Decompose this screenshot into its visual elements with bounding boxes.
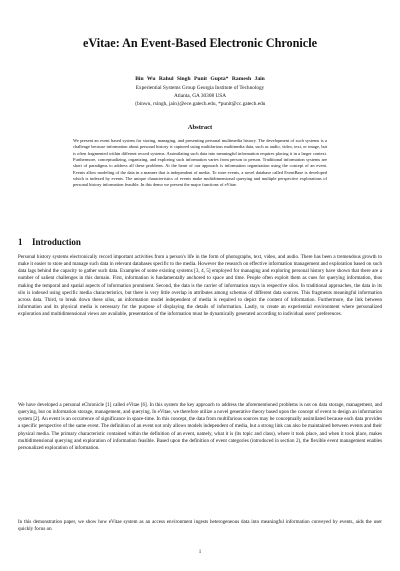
paragraph-text: Personal history systems electronically record important activities from a person's life in the form of photographs, text, video, and audio. There has been a tremendous growth to make it easier to store and manage such data in relevant databases specific to the media. However the research on effective information management and exploration based on such data lags behind the capacity to gather such data. Examples of some existing systems [3, 4, 5] employed for managing and exploring personal history have shown that there are a number of salient challenges in this domain. First, information is fundamentally anchored to space and time. People often exploit them as cues for querying information, thus making the temporal and spatial aspects of information prominent. Second, the data is the carrier of information stays in respective silos. In traditional approaches, the data in its silo is indexed using specific media characteristics, but there is very little overlap in attributes among schemas of different data sources. This fragments meaningful information across data. Third, to break down these silos, an information model independent of media is required to depict the content of information. Furthermore, the link between information and its physical media is necessary for the purpose of displaying the details of information. Lastly, to create an experiential environment where personalized exploration and multidimensional views are available, presentation of the information must be dynamically generated according to individual users' preferences. bbox=[18, 254, 382, 318]
page-number: 1 bbox=[198, 550, 202, 555]
section-number: 1 bbox=[18, 237, 23, 247]
author-list: Bin Wu Rahul Singh Punit Gupta* Ramesh Jain bbox=[135, 76, 265, 82]
section-title: Introduction bbox=[32, 237, 81, 247]
paper-title: eVitae: An Event-Based Electronic Chronicle bbox=[82, 36, 318, 50]
address: Atlanta, GA 30308 USA bbox=[173, 93, 227, 99]
section-heading bbox=[18, 237, 81, 247]
abstract-heading: Abstract bbox=[187, 124, 213, 131]
intro-paragraph-2 bbox=[18, 402, 382, 452]
author-emails: {binwu, rsingh, jain}@ece.gatech.edu, *punit@cc.gatech.edu bbox=[134, 101, 266, 107]
paragraph-text: We have developed a personal eChronicle [1] called eVitae [6]. In this system the key approach to address the aforementioned problems is not on data storage, management, and querying, but on information storage, management, and querying. In eVitae, we therefore utilize a novel generative theory based upon the concept of event to design an information system [2]. An event is an occurrence of significance in space-time. In this concept, the data from multifarious sources may be conceptually assimilated because each data provides a specific perspective of the same event. The definition of an event not only allows models independent of media, but a strong link can also be maintained between events and their physical media. The primary characteristic contained within the definition of an event, namely, what it is (its topic and class), where it took place, and when it took place, makes multidimensional querying and exploration of information feasible. Based upon the definition of event categories (introduced in section 2), the flexible event management enables personalized exploration of information. bbox=[18, 402, 382, 451]
abstract-text: We present an event based system for storing, managing, and presenting personal multimedia history. The development of such systems is a challenge because information about personal history is captured using multifarious multimedia data, such as audio, video, text, or image, but is often fragmented within different record systems. Assimilating such data into meaningful information requires placing it in a larger context. Furthermore, conceptualizing, organizing, and exploring such information varies from person to person. Traditional information systems are short of paradigms to address all these problems. At the heart of our approach is information organization using the concept of an event. Events allow modeling of the data in a manner that is independent of media. To store events, a novel database called EventBase is developed which is indexed by events. The unique characteristics of events make multidimensional querying and multiple perspective explorations of personal history information feasible. In this demo we present the major functions of eVitae. bbox=[73, 138, 327, 188]
affiliation: Experiential Systems Group Georgia Institute of Technology bbox=[135, 85, 265, 91]
paragraph-text: In this demonstration paper, we show how eVitae system as an access environment ingests heterogeneous data into meaningful information conveyed by events, aids the user quickly focus on bbox=[18, 519, 382, 533]
intro-paragraph-3 bbox=[18, 519, 382, 533]
intro-paragraph-1 bbox=[18, 254, 382, 318]
